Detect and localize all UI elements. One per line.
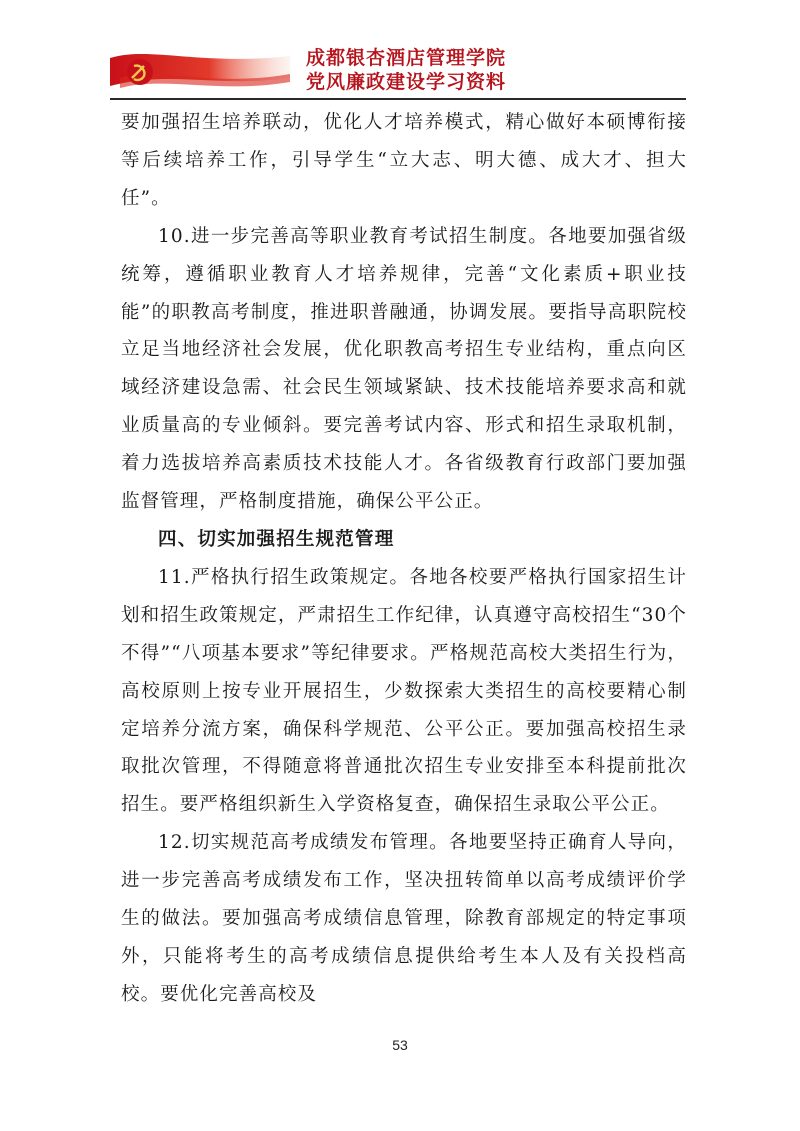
header-divider — [110, 98, 686, 100]
institution-name: 成都银杏酒店管理学院 — [306, 47, 507, 69]
page-header — [110, 40, 686, 98]
paragraph-item-11: 11.严格执行招生政策规定。各地各校要严格执行国家招生计划和招生政策规定，严肃招生工作纪律，认真遵守高校招生“30个不得”“八项基本要求”等纪律要求。严格规范高校大类招生行为，高校原则上按专业开展招生，少数探索大类招生的高校要精心制定培养分流方案，确保科学规范、公平公正。要加强高校招生录取批次管理，不得随意将普通批次招生专业安排至本科提前批次招生。要严格组织新生入学资格复查，确保招生录取公平公正。 — [121, 566, 687, 816]
institution-title — [306, 46, 506, 94]
paragraph-item-12: 12.切实规范高考成绩发布管理。各地要坚持正确育人导向，进一步完善高考成绩发布工作，坚决扭转简单以高考成绩评价学生的做法。要加强高考成绩信息管理，除教育部规定的特定事项外，只能将考生的高考成绩信息提供给考生本人及有关投档高校。要优化完善高校及 — [121, 832, 687, 1005]
paragraph-continued: 要加强招生培养联动，优化人才培养模式，精心做好本硕博衔接等后续培养工作，引导学生“立大志、明大德、成大才、担大任”。 — [121, 112, 687, 209]
page-number: 53 — [392, 1037, 408, 1053]
paragraph-item-10: 10.进一步完善高等职业教育考试招生制度。各地要加强省级统筹，遵循职业教育人才培养规律，完善“文化素质+职业技能”的职教高考制度，推进职普融通，协调发展。要指导高职院校立足当地经济社会发展，优化职教高考招生专业结构，重点向区域经济建设急需、社会民生领域紧缺、技术技能培养要求高和就业质量高的专业倾斜。要完善考试内容、形式和招生录取机制，着力选拔培养高素质技术技能人才。各省级教育行政部门要加强监督管理，严格制度措施，确保公平公正。 — [121, 225, 687, 513]
party-emblem-banner-logo — [110, 48, 290, 96]
document-body — [121, 104, 687, 1014]
document-series-title: 党风廉政建设学习资料 — [306, 71, 507, 93]
section-heading-4: 四、切实加强招生规范管理 — [158, 528, 395, 550]
